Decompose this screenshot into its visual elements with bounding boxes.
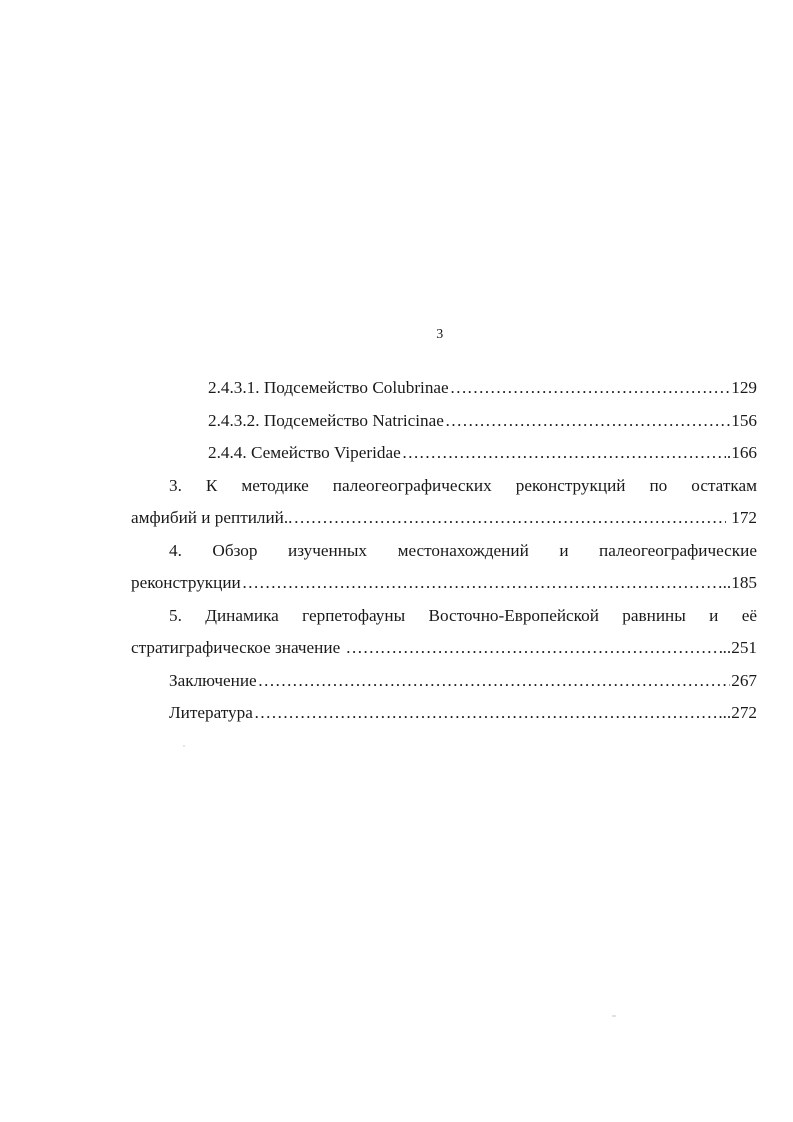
toc-entry-page: ...272 [718, 703, 757, 722]
word: палеогеографические [599, 540, 757, 560]
toc-entry-viperidae [131, 437, 757, 470]
toc-entry-title: Заключение [169, 670, 257, 690]
toc-entry-colubrinae [131, 372, 757, 405]
word: её [741, 605, 757, 625]
toc-entry-natricinae [131, 405, 757, 438]
word: изученных [288, 540, 368, 560]
toc-entry-page: ..185 [722, 573, 757, 592]
toc-entry-title-line2: стратиграфическое значение [131, 638, 345, 657]
dot-leader [346, 632, 722, 665]
word: методике [241, 475, 309, 495]
page-number: 3 [436, 327, 444, 342]
dot-leader [450, 372, 731, 405]
toc-entry-page: 156 [731, 410, 757, 430]
word: 4. [169, 540, 182, 560]
toc-entry-page: 267 [731, 670, 757, 690]
table-of-contents [131, 372, 757, 730]
dot-leader [402, 437, 726, 470]
toc-entry-title: 2.4.3.1. Подсемейство Colubrinae [208, 378, 449, 397]
word: Восточно-Европейской [428, 605, 599, 625]
page-prefix: . [726, 443, 732, 462]
word: герпетофауны [302, 605, 406, 625]
toc-entry-dynamics [131, 600, 757, 633]
dot-leader [258, 665, 731, 698]
word: равнины [622, 605, 686, 625]
toc-entry-page: 129 [731, 378, 757, 397]
word: и [559, 540, 569, 560]
word: К [205, 475, 218, 495]
toc-entry-title-line1 [169, 600, 757, 633]
page-value: 166 [731, 443, 757, 462]
toc-entry-title-line1 [169, 470, 757, 503]
toc-entry-title: Литература [169, 703, 253, 722]
toc-entry-page: 172 [726, 508, 757, 527]
dot-leader [242, 567, 722, 600]
word: 5. [169, 605, 182, 625]
toc-entry-page [727, 437, 757, 470]
toc-entry-page: ..251 [722, 638, 757, 657]
word: Динамика [205, 605, 279, 625]
word: палеогеографических [332, 475, 492, 495]
toc-entry-title: 2.4.4. Семейство Viperidae [208, 443, 401, 462]
dot-leader [445, 405, 730, 438]
toc-entry-title: 2.4.3.2. Подсемейство Natricinae [208, 410, 444, 430]
scan-speck [612, 1015, 616, 1017]
toc-entry-literature [131, 697, 757, 730]
word: Обзор [212, 540, 258, 560]
word: 3. [169, 475, 182, 495]
dot-leader [254, 697, 717, 730]
word: местонахождений [397, 540, 529, 560]
toc-entry-localities-cont [131, 567, 757, 600]
word: по [649, 475, 668, 495]
toc-entry-title-line2: реконструкции [131, 573, 241, 592]
toc-entry-title-line1 [169, 535, 757, 568]
toc-entry-conclusion [131, 665, 757, 698]
word: остаткам [691, 475, 757, 495]
toc-entry-localities [131, 535, 757, 568]
toc-entry-dynamics-cont [131, 632, 757, 665]
dot-leader [293, 502, 725, 535]
toc-entry-method-cont [131, 502, 757, 535]
word: реконструкций [515, 475, 626, 495]
toc-entry-title-line2: амфибий и рептилий.. [131, 508, 293, 527]
scan-speck [183, 745, 185, 747]
toc-entry-method [131, 470, 757, 503]
word: и [709, 605, 719, 625]
